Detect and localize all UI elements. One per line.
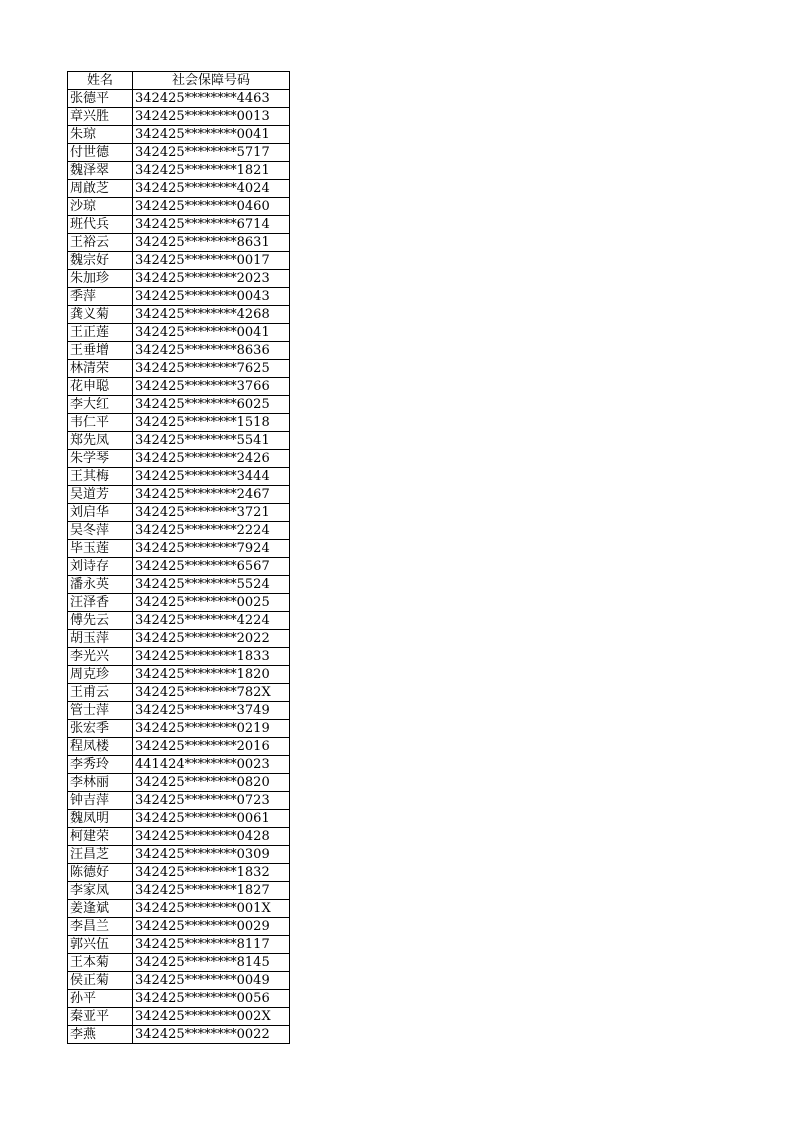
name-cell: 周啟芝 xyxy=(68,180,133,198)
ssn-cell: 342425********4224 xyxy=(133,612,290,630)
name-cell: 侯正菊 xyxy=(68,972,133,990)
table-row xyxy=(68,954,290,972)
table-row xyxy=(68,126,290,144)
table-row xyxy=(68,936,290,954)
table-row xyxy=(68,180,290,198)
table-row xyxy=(68,360,290,378)
ssn-cell: 342425********0013 xyxy=(133,108,290,126)
ssn-cell: 342425********0041 xyxy=(133,126,290,144)
ssn-cell: 342425********4268 xyxy=(133,306,290,324)
name-cell: 汪泽香 xyxy=(68,594,133,612)
name-cell: 李大红 xyxy=(68,396,133,414)
table-row xyxy=(68,1008,290,1026)
name-cell: 潘永英 xyxy=(68,576,133,594)
name-cell: 朱学琴 xyxy=(68,450,133,468)
table-row xyxy=(68,828,290,846)
ssn-cell: 342425********0043 xyxy=(133,288,290,306)
ssn-cell: 342425********0723 xyxy=(133,792,290,810)
table-row xyxy=(68,648,290,666)
ssn-cell: 342425********3749 xyxy=(133,702,290,720)
table-row xyxy=(68,918,290,936)
table-row xyxy=(68,504,290,522)
table-row xyxy=(68,144,290,162)
ssn-cell: 342425********8117 xyxy=(133,936,290,954)
name-cell: 周克珍 xyxy=(68,666,133,684)
name-cell: 付世德 xyxy=(68,144,133,162)
name-cell: 魏宗好 xyxy=(68,252,133,270)
ssn-cell: 342425********6567 xyxy=(133,558,290,576)
name-cell: 季萍 xyxy=(68,288,133,306)
table-row xyxy=(68,864,290,882)
table-row xyxy=(68,90,290,108)
table-row xyxy=(68,216,290,234)
name-cell: 沙琼 xyxy=(68,198,133,216)
ssn-cell: 342425********1832 xyxy=(133,864,290,882)
name-cell: 姜逢斌 xyxy=(68,900,133,918)
table-row xyxy=(68,378,290,396)
table-row xyxy=(68,720,290,738)
table-row xyxy=(68,234,290,252)
ssn-cell: 342425********2426 xyxy=(133,450,290,468)
table-row xyxy=(68,612,290,630)
name-cell: 王正莲 xyxy=(68,324,133,342)
ssn-cell: 342425********1820 xyxy=(133,666,290,684)
ssn-cell: 342425********0022 xyxy=(133,1026,290,1044)
ssn-cell: 342425********5524 xyxy=(133,576,290,594)
table-row xyxy=(68,486,290,504)
header-row xyxy=(68,72,290,90)
name-cell: 柯建荣 xyxy=(68,828,133,846)
table-row xyxy=(68,882,290,900)
table-row xyxy=(68,792,290,810)
table-row xyxy=(68,810,290,828)
ssn-cell: 342425********2467 xyxy=(133,486,290,504)
name-cell: 傅先云 xyxy=(68,612,133,630)
table-row xyxy=(68,414,290,432)
name-cell: 张德平 xyxy=(68,90,133,108)
name-cell: 李秀玲 xyxy=(68,756,133,774)
name-cell: 管士萍 xyxy=(68,702,133,720)
ssn-cell: 342425********002X xyxy=(133,1008,290,1026)
table-row xyxy=(68,396,290,414)
name-cell: 汪昌芝 xyxy=(68,846,133,864)
name-cell: 李光兴 xyxy=(68,648,133,666)
table-row xyxy=(68,594,290,612)
column-header-name: 姓名 xyxy=(68,72,133,90)
ssn-cell: 342425********2023 xyxy=(133,270,290,288)
name-cell: 李昌兰 xyxy=(68,918,133,936)
ssn-cell: 342425********2224 xyxy=(133,522,290,540)
name-cell: 王裕云 xyxy=(68,234,133,252)
table-row xyxy=(68,846,290,864)
table-row xyxy=(68,972,290,990)
ssn-cell: 342425********0017 xyxy=(133,252,290,270)
name-cell: 秦亚平 xyxy=(68,1008,133,1026)
name-cell: 陈德好 xyxy=(68,864,133,882)
ssn-cell: 342425********3444 xyxy=(133,468,290,486)
table-row xyxy=(68,576,290,594)
table-row xyxy=(68,702,290,720)
ssn-cell: 342425********3766 xyxy=(133,378,290,396)
ssn-cell: 342425********4463 xyxy=(133,90,290,108)
table-row xyxy=(68,288,290,306)
ssn-cell: 342425********6714 xyxy=(133,216,290,234)
ssn-cell: 342425********0428 xyxy=(133,828,290,846)
ssn-cell: 342425********0309 xyxy=(133,846,290,864)
ssn-cell: 342425********4024 xyxy=(133,180,290,198)
name-cell: 钟吉萍 xyxy=(68,792,133,810)
name-cell: 李林丽 xyxy=(68,774,133,792)
name-cell: 刘诗存 xyxy=(68,558,133,576)
ssn-cell: 342425********001X xyxy=(133,900,290,918)
ssn-cell: 342425********2016 xyxy=(133,738,290,756)
ssn-cell: 342425********1833 xyxy=(133,648,290,666)
name-cell: 王本菊 xyxy=(68,954,133,972)
table-row xyxy=(68,522,290,540)
table-row xyxy=(68,468,290,486)
name-cell: 王甫云 xyxy=(68,684,133,702)
name-cell: 吴冬萍 xyxy=(68,522,133,540)
table-row xyxy=(68,558,290,576)
ssn-cell: 342425********0041 xyxy=(133,324,290,342)
name-cell: 孙平 xyxy=(68,990,133,1008)
name-cell: 花申聪 xyxy=(68,378,133,396)
ssn-cell: 342425********782X xyxy=(133,684,290,702)
column-header-ssn: 社会保障号码 xyxy=(133,72,290,90)
table-row xyxy=(68,198,290,216)
name-cell: 李燕 xyxy=(68,1026,133,1044)
table-row xyxy=(68,666,290,684)
ssn-cell: 342425********5541 xyxy=(133,432,290,450)
table-row xyxy=(68,306,290,324)
ssn-cell: 342425********1821 xyxy=(133,162,290,180)
name-cell: 魏泽翠 xyxy=(68,162,133,180)
table-row xyxy=(68,162,290,180)
ssn-cell: 342425********8631 xyxy=(133,234,290,252)
ssn-cell: 342425********8145 xyxy=(133,954,290,972)
ssn-cell: 342425********0056 xyxy=(133,990,290,1008)
table-row xyxy=(68,270,290,288)
table-row xyxy=(68,684,290,702)
table-row xyxy=(68,342,290,360)
ssn-cell: 342425********0049 xyxy=(133,972,290,990)
ssn-cell: 441424********0023 xyxy=(133,756,290,774)
name-cell: 王垂增 xyxy=(68,342,133,360)
table-row xyxy=(68,450,290,468)
name-cell: 朱加珍 xyxy=(68,270,133,288)
table-row xyxy=(68,1026,290,1044)
ssn-cell: 342425********0460 xyxy=(133,198,290,216)
name-cell: 龚义菊 xyxy=(68,306,133,324)
social-security-table xyxy=(67,71,290,1044)
table-row xyxy=(68,738,290,756)
name-cell: 张宏季 xyxy=(68,720,133,738)
table-row xyxy=(68,900,290,918)
name-cell: 郭兴伍 xyxy=(68,936,133,954)
table-row xyxy=(68,432,290,450)
ssn-cell: 342425********0061 xyxy=(133,810,290,828)
ssn-cell: 342425********0025 xyxy=(133,594,290,612)
name-cell: 程凤楼 xyxy=(68,738,133,756)
ssn-cell: 342425********1827 xyxy=(133,882,290,900)
name-cell: 韦仁平 xyxy=(68,414,133,432)
table-header xyxy=(68,72,290,90)
ssn-cell: 342425********5717 xyxy=(133,144,290,162)
name-cell: 班代兵 xyxy=(68,216,133,234)
table-row xyxy=(68,774,290,792)
name-cell: 吴道芳 xyxy=(68,486,133,504)
name-cell: 毕玉莲 xyxy=(68,540,133,558)
name-cell: 林清荣 xyxy=(68,360,133,378)
ssn-cell: 342425********1518 xyxy=(133,414,290,432)
name-cell: 胡玉萍 xyxy=(68,630,133,648)
name-cell: 刘启华 xyxy=(68,504,133,522)
name-cell: 魏凤明 xyxy=(68,810,133,828)
table-row xyxy=(68,324,290,342)
ssn-cell: 342425********7625 xyxy=(133,360,290,378)
table-row xyxy=(68,756,290,774)
table-row xyxy=(68,252,290,270)
ssn-cell: 342425********7924 xyxy=(133,540,290,558)
name-cell: 章兴胜 xyxy=(68,108,133,126)
ssn-cell: 342425********0219 xyxy=(133,720,290,738)
ssn-cell: 342425********3721 xyxy=(133,504,290,522)
table-row xyxy=(68,990,290,1008)
table-row xyxy=(68,540,290,558)
name-cell: 王其梅 xyxy=(68,468,133,486)
name-cell: 朱琼 xyxy=(68,126,133,144)
name-cell: 郑先凤 xyxy=(68,432,133,450)
name-cell: 李家凤 xyxy=(68,882,133,900)
ssn-cell: 342425********8636 xyxy=(133,342,290,360)
ssn-cell: 342425********6025 xyxy=(133,396,290,414)
table-row xyxy=(68,630,290,648)
ssn-cell: 342425********0820 xyxy=(133,774,290,792)
ssn-cell: 342425********2022 xyxy=(133,630,290,648)
table-row xyxy=(68,108,290,126)
table-body xyxy=(68,90,290,1044)
ssn-cell: 342425********0029 xyxy=(133,918,290,936)
